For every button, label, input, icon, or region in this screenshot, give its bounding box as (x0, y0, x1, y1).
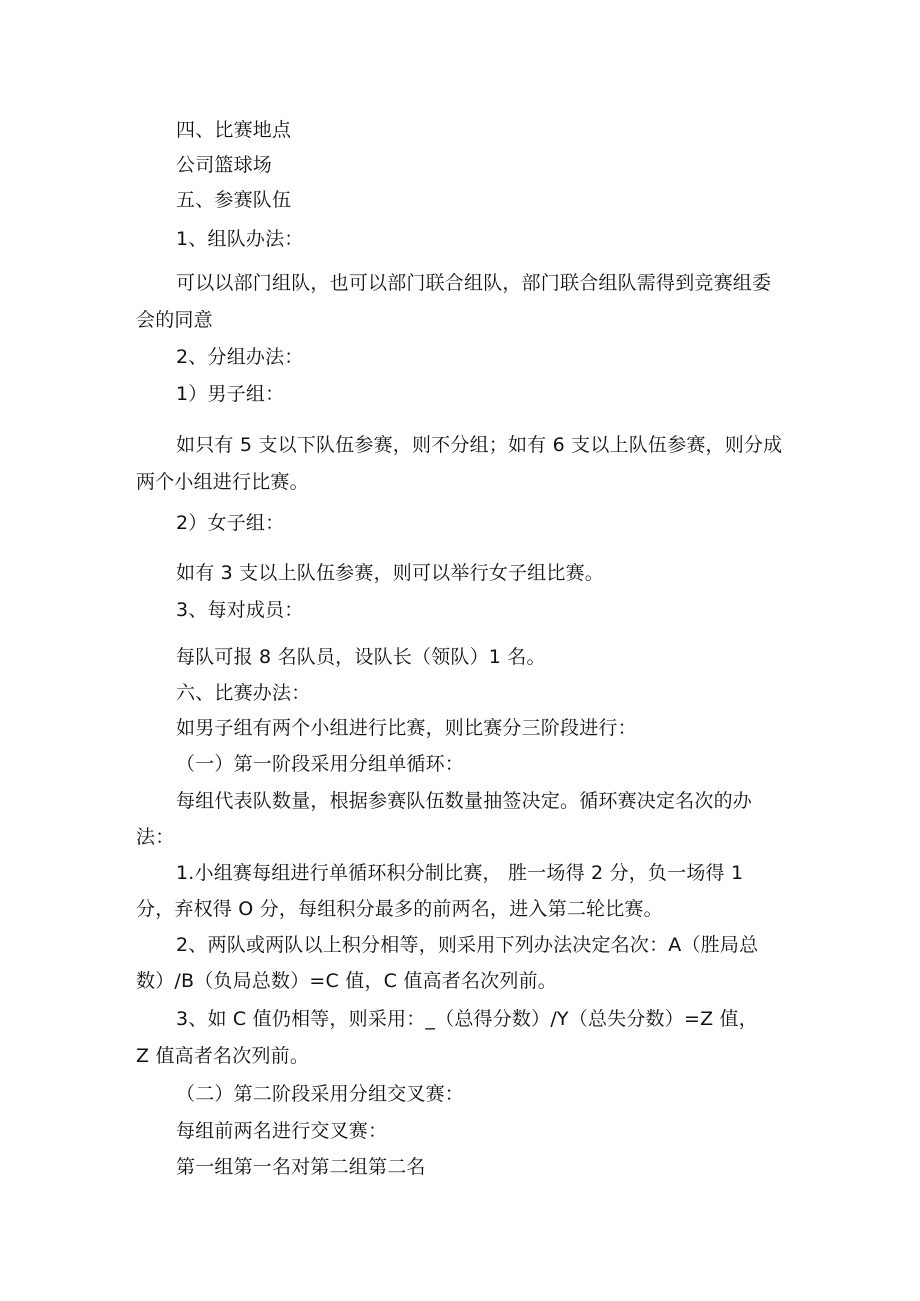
paragraph-line: Z 值高者名次列前。 (136, 1045, 310, 1067)
paragraph-line: 如只有 5 支以下队伍参赛，则不分组；如有 6 支以上队伍参赛，则分成 (176, 434, 783, 456)
subheading-mens-group: 1）男子组： (176, 383, 285, 405)
paragraph-line: 数）/B（负局总数）=C 值，C 值高者名次列前。 (136, 970, 557, 992)
paragraph-line: 分，弃权得 O 分，每组积分最多的前两名，进入第二轮比赛。 (136, 898, 663, 920)
paragraph-line: 两个小组进行比赛。 (136, 471, 309, 493)
paragraph-line: 法： (136, 826, 175, 848)
heading-venue: 四、比赛地点 (176, 119, 292, 141)
paragraph-line: 如有 3 支以上队伍参赛，则可以举行女子组比赛。 (176, 562, 604, 584)
subheading-stage-two: （二）第二阶段采用分组交叉赛： (176, 1083, 465, 1105)
paragraph-line: 2、两队或两队以上积分相等，则采用下列办法决定名次：A（胜局总 (176, 934, 759, 956)
subheading-team-members: 3、每对成员： (176, 599, 304, 621)
paragraph-line: 如男子组有两个小组进行比赛，则比赛分三阶段进行： (176, 717, 637, 739)
paragraph-line: 可以以部门组队，也可以部门联合组队，部门联合组队需得到竞赛组委 (176, 272, 772, 294)
subheading-stage-one: （一）第一阶段采用分组单循环： (176, 753, 465, 775)
venue-text: 公司篮球场 (176, 154, 273, 176)
subheading-team-formation: 1、组队办法： (176, 228, 304, 250)
paragraph-line: 每组前两名进行交叉赛： (176, 1120, 388, 1142)
subheading-grouping: 2、分组办法： (176, 346, 304, 368)
paragraph-line: 第一组第一名对第二组第二名 (176, 1156, 426, 1178)
paragraph-line: 会的同意 (136, 309, 213, 331)
heading-competition-method: 六、比赛办法： (176, 682, 311, 704)
heading-teams: 五、参赛队伍 (176, 189, 292, 211)
paragraph-line: 3、如 C 值仍相等，则采用：_（总得分数）/Y（总失分数）=Z 值， (176, 1008, 758, 1030)
paragraph-line: 1.小组赛每组进行单循环积分制比赛， 胜一场得 2 分，负一场得 1 (176, 862, 744, 884)
paragraph-line: 每组代表队数量，根据参赛队伍数量抽签决定。循环赛决定名次的办 (176, 790, 753, 812)
paragraph-line: 每队可报 8 名队员，设队长（领队）1 名。 (176, 646, 546, 668)
subheading-womens-group: 2）女子组： (176, 512, 285, 534)
